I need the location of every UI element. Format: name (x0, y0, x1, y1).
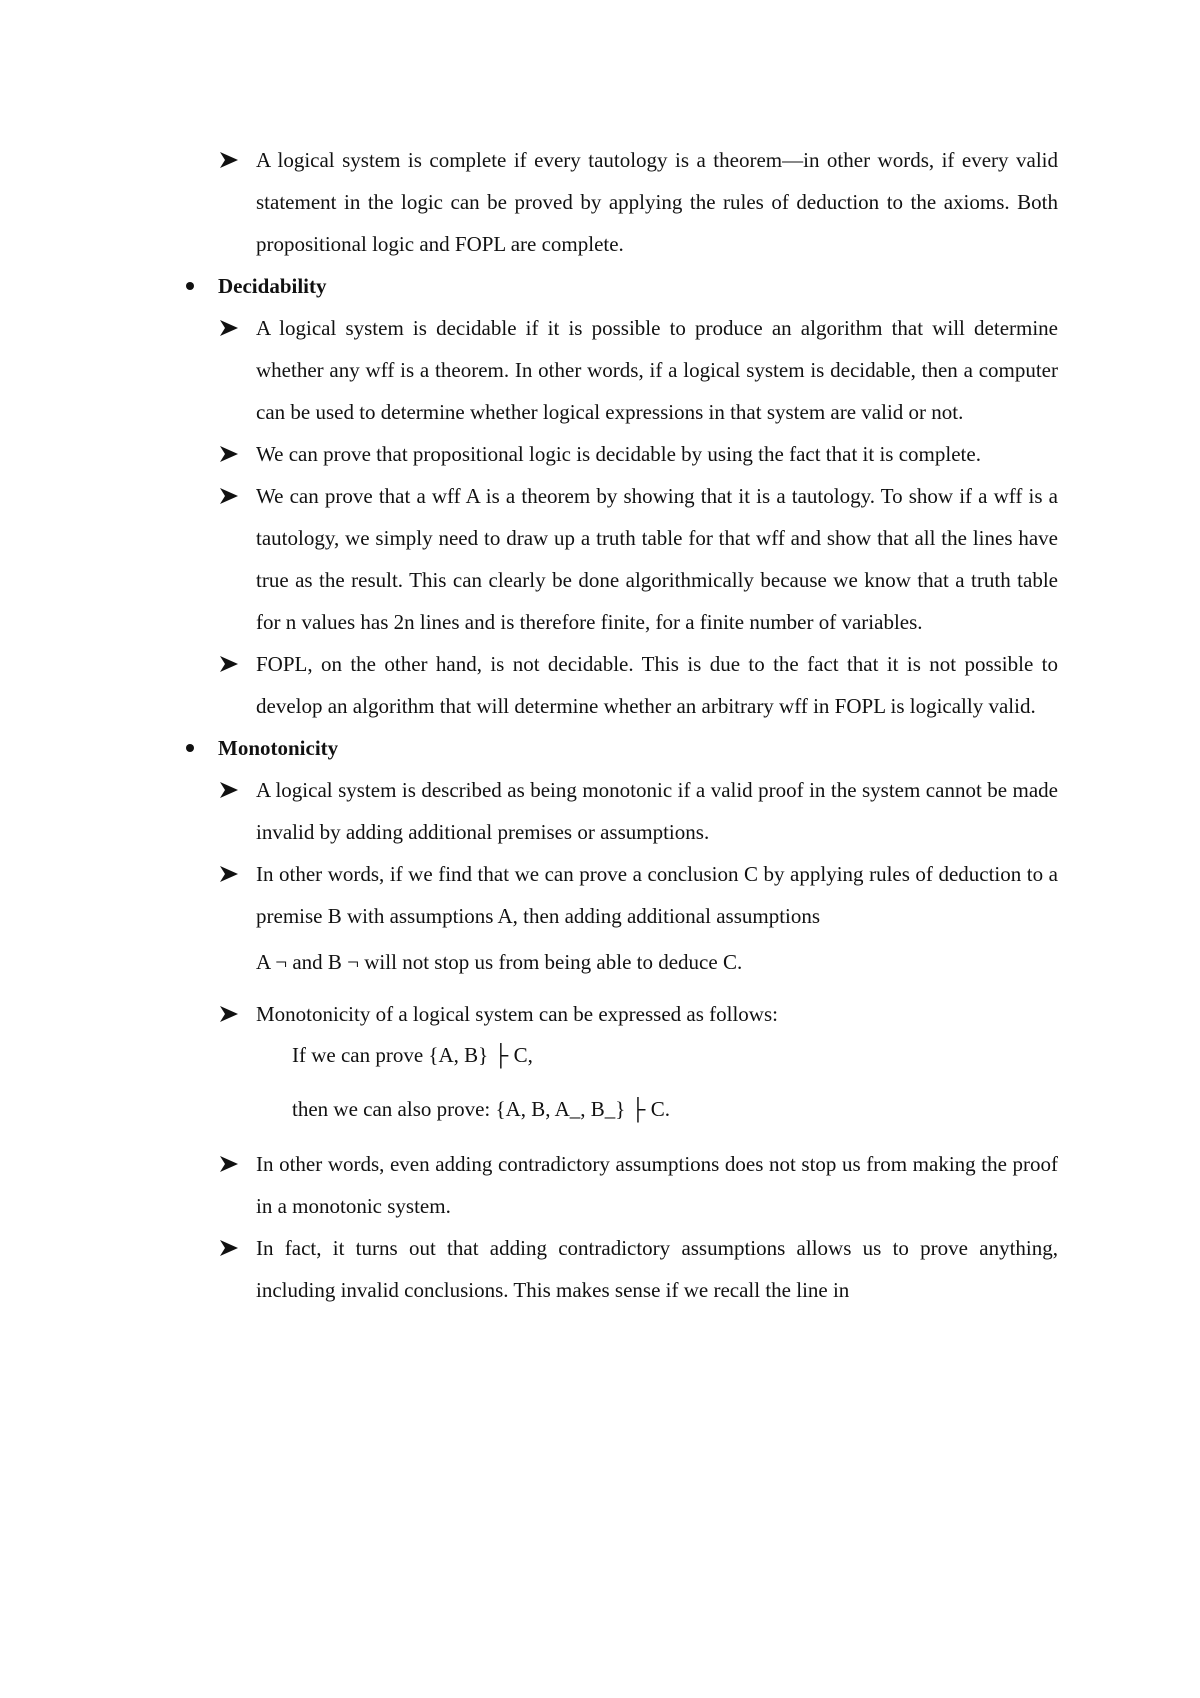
arrow-list-item (178, 1227, 1058, 1311)
list-item-text: In other words, if we find that we can prove a conclusion C by applying rules of deduction to a premise B with assumptions A, then adding additional assumptions (256, 862, 1058, 928)
spacer (178, 1075, 1058, 1089)
formula-line: then we can also prove: {A, B, A_, B_} ├ C. (292, 1097, 670, 1121)
list-item-text: A logical system is decidable if it is possible to produce an algorithm that will determine whether any wff is a theorem. In other words, if a logical system is decidable, then a computer can be used to determine whether logical expressions in that system are valid or not. (256, 316, 1058, 424)
arrow-bullet-icon (218, 139, 244, 181)
arrow-bullet-icon (218, 769, 244, 811)
arrow-bullet-icon (218, 475, 244, 517)
arrow-list-item (178, 139, 1058, 265)
list-item-text: Monotonicity of a logical system can be expressed as follows: (256, 1002, 778, 1026)
list-item-text: A logical system is described as being monotonic if a valid proof in the system cannot be made invalid by adding additional premises or assumptions. (256, 778, 1058, 844)
list-item-text: In other words, even adding contradictory assumptions does not stop us from making the proof in a monotonic system. (256, 1152, 1058, 1218)
arrow-list-item (178, 769, 1058, 853)
bullet-dot-icon (186, 282, 194, 290)
list-item-text: FOPL, on the other hand, is not decidable. This is due to the fact that it is not possible to develop an algorithm that will determine whether an arbitrary wff in FOPL is logically valid. (256, 652, 1058, 718)
section-heading-decidability (178, 265, 1058, 307)
arrow-bullet-icon (218, 993, 244, 1035)
arrow-list-item (178, 1143, 1058, 1227)
list-item-text: In fact, it turns out that adding contradictory assumptions allows us to prove anything, including invalid conclusions. This makes sense if we recall the line in (256, 1236, 1058, 1302)
arrow-list-item (178, 643, 1058, 727)
arrow-bullet-icon (218, 643, 244, 685)
list-item-text: We can prove that propositional logic is decidable by using the fact that it is complete. (256, 442, 981, 466)
arrow-bullet-icon (218, 1227, 244, 1269)
section-heading-text: Monotonicity (218, 736, 339, 760)
arrow-list-item (178, 853, 1058, 987)
section-heading-monotonicity (178, 727, 1058, 769)
arrow-list-item (178, 993, 1058, 1035)
list-item-text: A logical system is complete if every tautology is a theorem—in other words, if every valid statement in the logic can be proved by applying the rules of deduction to the axioms. Both propositional logic and FOPL are complete. (256, 148, 1058, 256)
arrow-list-item (178, 433, 1058, 475)
arrow-bullet-icon (218, 307, 244, 349)
arrow-list-item (178, 307, 1058, 433)
page-content (178, 139, 1058, 1311)
formula-line: If we can prove {A, B} ├ C, (292, 1043, 533, 1067)
arrow-bullet-icon (218, 1143, 244, 1185)
arrow-bullet-icon (218, 433, 244, 475)
section-heading-text: Decidability (218, 274, 327, 298)
spacer (178, 1129, 1058, 1143)
bullet-dot-icon (186, 744, 194, 752)
list-item-text: We can prove that a wff A is a theorem by showing that it is a tautology. To show if a wff is a tautology, we simply need to draw up a truth table for that wff and show that all the lines have true as the result. This can clearly be done algorithmically because we know that a truth table for n values has 2n lines and is therefore finite, for a finite number of variables. (256, 484, 1058, 634)
continuation-line: A ¬ and B ¬ will not stop us from being able to deduce C. (256, 950, 743, 974)
arrow-list-item (178, 475, 1058, 643)
arrow-bullet-icon (218, 853, 244, 895)
